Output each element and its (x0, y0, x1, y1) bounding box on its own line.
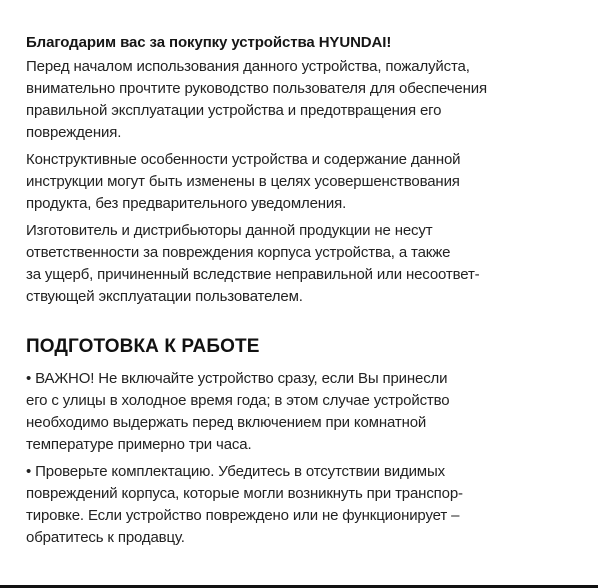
text-line: ствующей эксплуатации пользователем. (26, 288, 303, 305)
text-line: необходимо выдержать перед включением при комнатной (26, 414, 427, 431)
text-line: тировке. Если устройство повреждено или не функционирует – (26, 507, 460, 524)
bullet-item-check-contents (26, 461, 586, 549)
intro-paragraph-changes (26, 149, 586, 215)
bullet-item-important (26, 368, 586, 456)
text-line: Конструктивные особенности устройства и содержание данной (26, 151, 461, 168)
text-line: Перед началом использования данного устройства, пожалуйста, (26, 58, 470, 75)
intro-paragraph-usage (26, 56, 586, 144)
text-line: инструкции могут быть изменены в целях усовершенствования (26, 173, 460, 190)
text-line: ответственности за повреждения корпуса устройства, а также (26, 244, 451, 261)
text-line: его с улицы в холодное время года; в этом случае устройство (26, 392, 450, 409)
intro-heading: Благодарим вас за покупку устройства HYUNDAI! (26, 34, 392, 51)
section-heading-preparation: ПОДГОТОВКА К РАБОТЕ (26, 336, 260, 357)
text-line: температуре примерно три часа. (26, 436, 252, 453)
intro-paragraph-liability (26, 220, 586, 308)
text-line: правильной эксплуатации устройства и предотвращения его (26, 102, 442, 119)
text-line: повреждения. (26, 124, 122, 141)
manual-page (26, 32, 586, 549)
text-line: продукта, без предварительного уведомления. (26, 195, 347, 212)
text-line: Изготовитель и дистрибьюторы данной продукции не несут (26, 222, 433, 239)
text-line: • Проверьте комплектацию. Убедитесь в отсутствии видимых (26, 463, 445, 480)
text-line: • ВАЖНО! Не включайте устройство сразу, если Вы принесли (26, 370, 448, 387)
text-line: обратитесь к продавцу. (26, 529, 185, 546)
text-line: повреждений корпуса, которые могли возникнуть при транспор- (26, 485, 463, 502)
text-line: за ущерб, причиненный вследствие неправильной или несоответ- (26, 266, 480, 283)
text-line: внимательно прочтите руководство пользователя для обеспечения (26, 80, 487, 97)
